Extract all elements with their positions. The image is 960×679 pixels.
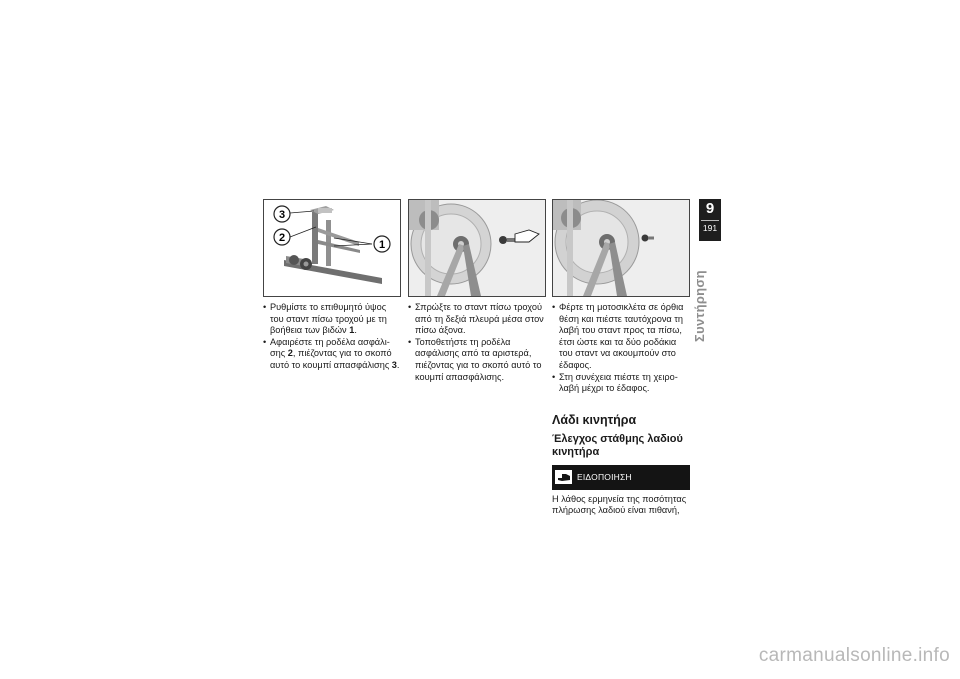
chapter-title-vertical: Συντήρηση [692,270,707,342]
section-title: Λάδι κινητήρα [552,412,637,427]
wheel-insert-illustration [409,200,545,296]
stand-adjustment-figure [263,199,401,297]
warning-hand-icon [555,470,572,484]
column-1 [263,199,401,372]
stand-insert-figure [408,199,546,297]
watermark: carmanualsonline.info [758,645,950,666]
chapter-number: 9 [705,200,715,217]
callout-1-label: 1 [378,239,386,251]
warning-text: Η λάθος ερμηνεία της ποσότητας πλήρωσης λαδιού είναι πιθανή, [552,493,687,516]
step-item: • Στη συνέχεια πιέστε τη χειρο-λαβή μέχρι το έδαφος. [552,372,690,395]
steps-list-3 [552,302,690,395]
callout-2-label: 2 [278,232,286,244]
steps-list-2 [408,302,546,383]
steps-list-1 [263,302,401,372]
rear-stand-illustration [264,200,400,296]
stand-lift-illustration [553,200,689,296]
step-item: • Αφαιρέστε τη ροδέλα ασφάλι-σης 2, πιέζοντας για το σκοπό αυτό το κουμπί απασφάλισης 3. [263,337,401,372]
callout-3-label: 3 [278,209,286,221]
column-3 [552,199,690,517]
step-item: • Τοποθετήστε τη ροδέλα ασφάλισης από τα αριστερά, πιέζοντας για το σκοπό αυτό το κουμπί απασφάλισης. [408,337,546,383]
warning-label: ΕΙΔΟΠΟΙΗΣΗ [577,472,632,483]
step-item: • Φέρτε τη μοτοσικλέτα σε όρθια θέση και πιέστε ταυτόχρονα τη λαβή του σταντ προς τα πίσω, έτσι ώστε και τα δύο ροδάκια του σταντ να ακουμπούν στο έδαφος. [552,302,690,372]
stand-lift-figure [552,199,690,297]
chapter-tab [699,199,721,241]
page-number: 191 [702,223,718,233]
step-item: • Ρυθμίστε το επιθυμητό ύψος του σταντ πίσω τροχού με τη βοήθεια των βιδών 1. [263,302,401,337]
step-item: • Σπρώξτε το σταντ πίσω τροχού από τη δεξιά πλευρά μέσα στον πίσω άξονα. [408,302,546,337]
column-2 [408,199,546,383]
subsection-title: Έλεγχος στάθμης λαδιού κινητήρα [552,432,683,458]
warning-banner [552,465,690,490]
